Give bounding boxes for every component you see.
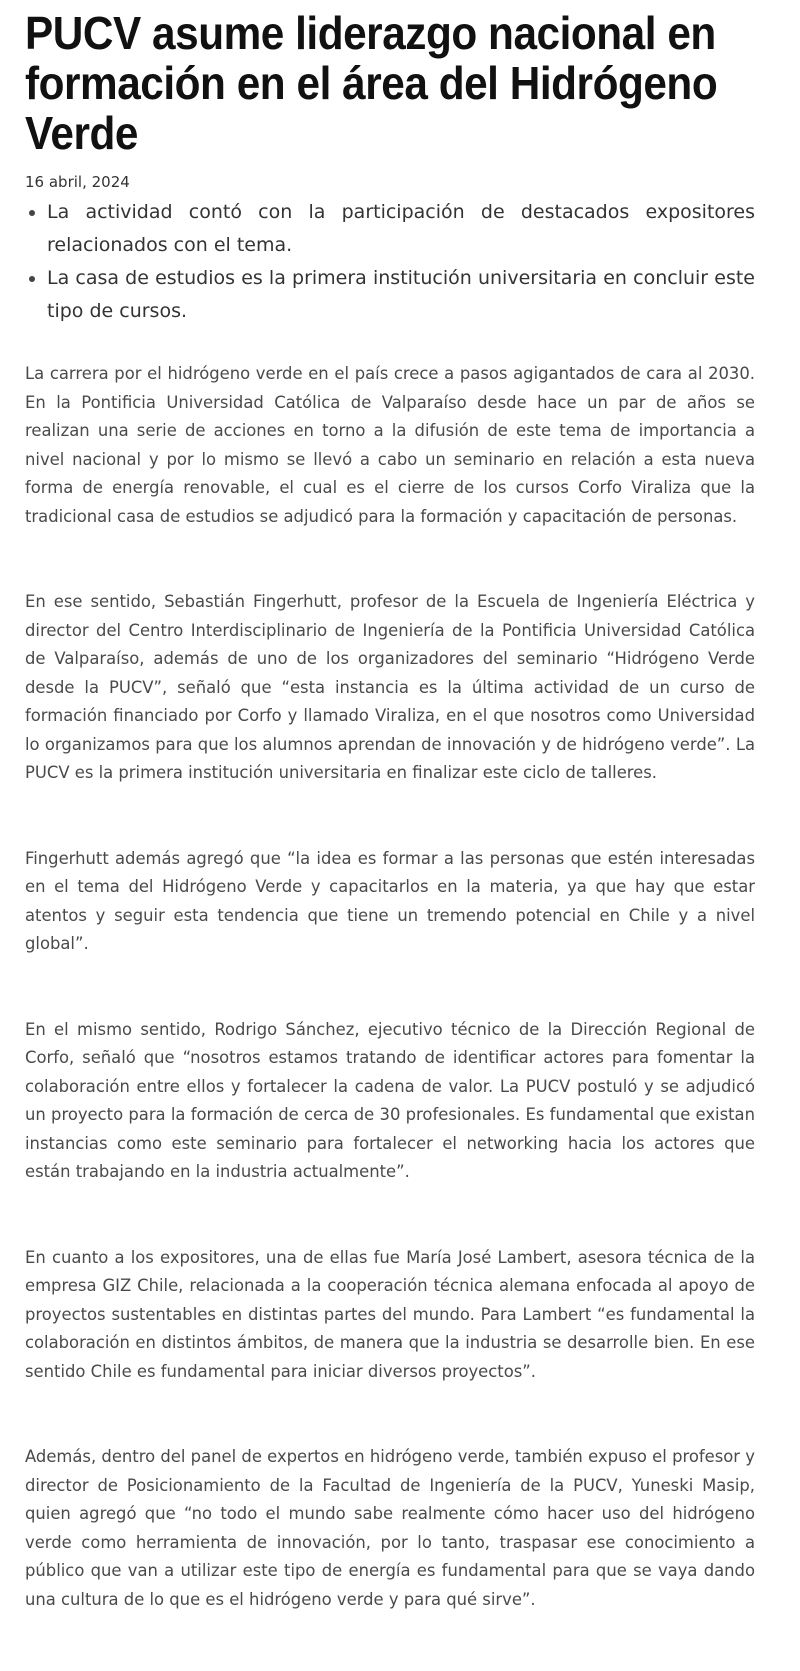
article-body <box>25 360 755 1614</box>
body-paragraph: Además, dentro del panel de expertos en hidrógeno verde, también expuso el profesor y director de Posicionamiento de la Facultad de Ingeniería de la PUCV, Yuneski Masip, quien agregó que “no todo el mundo sabe realmente cómo hacer uso del hidrógeno verde como herramienta de innovación, por lo tanto, traspasar ese conocimiento a público que van a utilizar este tipo de energía es fundamental para que se vaya dando una cultura de lo que es el hidrógeno verde y para qué sirve”. <box>25 1447 755 1609</box>
news-article <box>25 0 755 1671</box>
body-paragraph: Fingerhutt además agregó que “la idea es formar a las personas que estén interesadas en el tema del Hidrógeno Verde y capacitarlos en la materia, ya que hay que estar atentos y seguir esta tendencia que tiene un tremendo potencial en Chile y a nivel global”. <box>25 848 755 953</box>
body-paragraph: En el mismo sentido, Rodrigo Sánchez, ejecutivo técnico de la Dirección Regional de Corfo, señaló que “nosotros estamos tratando de identificar actores para fomentar la colaboración entre ellos y fortalecer la cadena de valor. La PUCV postuló y se adjudicó un proyecto para la formación de cerca de 30 profesionales. Es fundamental que existan instancias como este seminario para fortalecer el networking hacia los actores que están trabajando en la industria actualmente”. <box>25 1019 755 1181</box>
body-paragraph: En cuanto a los expositores, una de ellas fue María José Lambert, asesora técnica de la empresa GIZ Chile, relacionada a la cooperación técnica alemana enfocada al apoyo de proyectos sustentables en distintas partes del mundo. Para Lambert “es fundamental la colaboración en distintos ámbitos, de manera que la industria se desarrolle bien. En ese sentido Chile es fundamental para iniciar diversos proyectos”. <box>25 1247 755 1381</box>
highlight-item: • La casa de estudios es la primera institución universitaria en concluir este tipo de cursos. <box>47 262 755 328</box>
body-paragraph: La carrera por el hidrógeno verde en el país crece a pasos agigantados de cara al 2030. En la Pontificia Universidad Católica de Valparaíso desde hace un par de años se realizan una serie de acciones en torno a la difusión de este tema de importancia a nivel nacional y por lo mismo se llevó a cabo un seminario en relación a esta nueva forma de energía renovable, el cual es el cierre de los cursos Corfo Viraliza que la tradicional casa de estudios se adjudicó para la formación y capacitación de personas. <box>25 364 755 526</box>
article-title: PUCV asume liderazgo nacional en formación en el área del Hidrógeno Verde <box>25 7 718 159</box>
highlight-item: • La actividad contó con la participación de destacados expositores relacionados con el tema. <box>47 196 755 262</box>
highlights-list <box>25 196 755 328</box>
body-paragraph: En ese sentido, Sebastián Fingerhutt, profesor de la Escuela de Ingeniería Eléctrica y director del Centro Interdisciplinario de Ingeniería de la Pontificia Universidad Católica de Valparaíso, además de uno de los organizadores del seminario “Hidrógeno Verde desde la PUCV”, señaló que “esta instancia es la última actividad de un curso de formación financiado por Corfo y llamado Viraliza, en el que nosotros como Universidad lo organizamos para que los alumnos aprendan de innovación y de hidrógeno verde”. La PUCV es la primera institución universitaria en finalizar este ciclo de talleres. <box>25 592 755 782</box>
publish-date: 16 abril, 2024 <box>25 173 130 191</box>
